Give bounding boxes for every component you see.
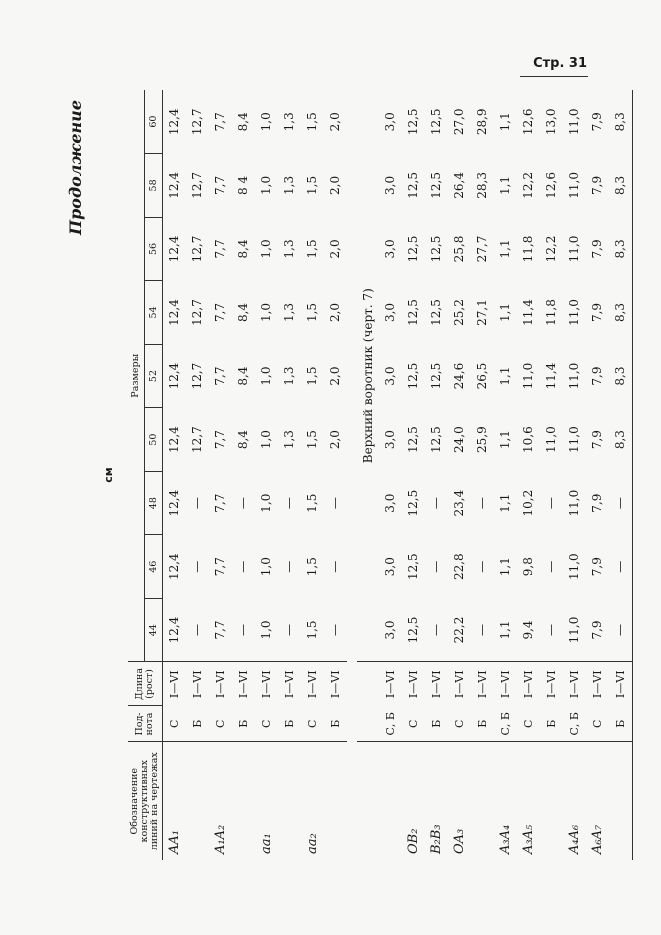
table-row (379, 90, 402, 860)
value-cell: 11,8 (521, 235, 536, 263)
row-designation: B₂B₃ (425, 742, 448, 860)
value-cell: 12,4 (167, 362, 182, 390)
value-cell: 3,0 (383, 112, 398, 132)
value-cell: 12,5 (429, 172, 444, 199)
header-size: 46 (145, 535, 163, 599)
row-length: I—VI (609, 662, 633, 706)
value-cell: 8,3 (609, 281, 633, 345)
unit-label: см (102, 467, 115, 483)
value-cell: 8,4 (236, 430, 251, 450)
value-cell: — (190, 497, 205, 510)
value-cell: 2,0 (328, 366, 343, 386)
value-cell: — (429, 623, 444, 636)
row-designation (232, 742, 255, 860)
value-cell: 1,3 (282, 430, 297, 450)
value-cell: 25,9 (475, 426, 490, 453)
value-cell: 1,5 (305, 175, 320, 195)
table-row (186, 90, 209, 860)
value-cell: 10,6 (521, 426, 536, 453)
value-cell: 7,7 (213, 239, 228, 259)
value-cell: 1,5 (305, 302, 320, 323)
table-row (255, 90, 278, 860)
value-cell: 7,7 (213, 430, 228, 450)
value-cell: 11,0 (567, 299, 582, 326)
value-cell: 12,5 (429, 426, 444, 453)
section-spacer (357, 742, 379, 860)
row-length: I—VI (186, 662, 209, 706)
row-designation (324, 742, 347, 860)
value-cell: 9,4 (521, 620, 536, 640)
value-cell: 7,7 (213, 175, 228, 195)
value-cell: 13,0 (544, 108, 559, 136)
row-length: I—VI (540, 662, 563, 706)
row-designation: OA₃ (448, 742, 471, 860)
value-cell: 11,0 (567, 235, 582, 263)
value-cell: 12,5 (429, 108, 444, 136)
row-length: I—VI (563, 662, 586, 706)
value-cell: — (282, 497, 297, 510)
row-length: I—VI (402, 662, 425, 706)
header-size: 60 (145, 90, 163, 154)
row-podnota: Б (190, 719, 204, 728)
value-cell: 3,0 (383, 430, 398, 450)
value-cell: 8,3 (609, 90, 633, 154)
table-row (232, 90, 255, 860)
row-podnota: С (305, 719, 319, 728)
row-podnota: С (213, 719, 227, 728)
value-cell: 7,9 (590, 430, 605, 450)
table-row (278, 90, 301, 860)
row-designation (609, 742, 633, 860)
value-cell: 2,0 (328, 112, 343, 132)
value-cell: 1,0 (259, 302, 274, 323)
value-cell: 12,4 (167, 553, 182, 581)
value-cell: 12,5 (429, 235, 444, 263)
section-title: Верхний воротник (черт. 7) (360, 288, 375, 464)
value-cell: 1,0 (259, 620, 274, 640)
value-cell: — (236, 560, 251, 573)
row-designation (379, 742, 402, 860)
value-cell: 2,0 (328, 175, 343, 195)
value-cell: 1,3 (282, 112, 297, 132)
value-cell: 7,7 (213, 302, 228, 323)
value-cell: 1,1 (498, 620, 513, 640)
row-podnota: С (521, 719, 535, 728)
value-cell: — (282, 623, 297, 636)
header-designation: Обозначение конструктивных линий на чертежах (128, 742, 162, 860)
value-cell: 1,0 (259, 493, 274, 513)
value-cell: 3,0 (383, 620, 398, 640)
row-podnota: С, Б (383, 712, 397, 736)
value-cell: 8,4 (236, 112, 251, 132)
value-cell: 3,0 (383, 175, 398, 195)
row-length: I—VI (494, 662, 517, 706)
value-cell: — (475, 560, 490, 573)
value-cell: 11,0 (567, 108, 582, 136)
header-size: 44 (145, 598, 163, 662)
gap-cell (347, 90, 357, 860)
value-cell: 12,4 (167, 489, 182, 517)
value-cell: 12,7 (190, 362, 205, 390)
row-length: I—VI (379, 662, 402, 706)
value-cell: 3,0 (383, 302, 398, 323)
header-sizes-group: Размеры (128, 90, 145, 662)
row-podnota: С (259, 719, 273, 728)
value-cell: 1,0 (259, 366, 274, 386)
value-cell: 2,0 (328, 430, 343, 450)
value-cell: 3,0 (383, 366, 398, 386)
value-cell: — (236, 623, 251, 636)
row-designation: aa₂ (301, 742, 324, 860)
value-cell: 10,2 (521, 489, 536, 517)
header-size: 50 (145, 408, 163, 472)
row-length: I—VI (471, 662, 494, 706)
row-podnota: Б (609, 706, 633, 742)
table-row (563, 90, 586, 860)
value-cell: 27,1 (475, 299, 490, 326)
value-cell: 1,5 (305, 620, 320, 640)
table-row (324, 90, 347, 860)
row-podnota: С (590, 719, 604, 728)
value-cell: 1,3 (282, 302, 297, 323)
table-row (162, 90, 186, 860)
value-cell: 27,7 (475, 235, 490, 263)
value-cell: 1,0 (259, 175, 274, 195)
value-cell: 11,0 (567, 426, 582, 453)
value-cell: 12,5 (406, 235, 421, 263)
header-size: 54 (145, 281, 163, 345)
value-cell: — (609, 598, 633, 662)
value-cell: — (544, 560, 559, 573)
value-cell: 11,0 (567, 489, 582, 517)
value-cell: — (544, 623, 559, 636)
header-podnota: Под-нота (128, 706, 162, 742)
value-cell: 1,5 (305, 112, 320, 132)
value-cell: 7,9 (590, 620, 605, 640)
row-length: I—VI (517, 662, 540, 706)
table-row (448, 90, 471, 860)
value-cell: 1,1 (498, 302, 513, 323)
value-cell: 7,7 (213, 112, 228, 132)
value-cell: 22,2 (452, 616, 467, 644)
value-cell: 1,1 (498, 112, 513, 132)
header-size: 48 (145, 471, 163, 535)
value-cell: 11,0 (567, 553, 582, 581)
value-cell: 12,6 (544, 172, 559, 199)
value-cell: 12,5 (406, 616, 421, 644)
row-podnota: С (452, 719, 466, 728)
value-cell: — (429, 560, 444, 573)
value-cell: — (475, 623, 490, 636)
value-cell: 12,2 (521, 172, 536, 199)
value-cell: — (609, 471, 633, 535)
value-cell: 12,7 (190, 299, 205, 326)
value-cell: 12,5 (429, 299, 444, 326)
row-length: I—VI (425, 662, 448, 706)
value-cell: 26,4 (452, 172, 467, 199)
value-cell: 11,8 (544, 299, 559, 326)
value-cell: 12,4 (167, 299, 182, 326)
row-designation: A₃A₅ (517, 742, 540, 860)
row-podnota: Б (475, 719, 489, 728)
row-length: I—VI (162, 662, 186, 706)
row-designation (278, 742, 301, 860)
value-cell: 1,1 (498, 557, 513, 577)
value-cell: 28,9 (475, 108, 490, 136)
value-cell: 11,0 (544, 426, 559, 453)
value-cell: 3,0 (383, 493, 398, 513)
value-cell: 1,3 (282, 366, 297, 386)
value-cell: 2,0 (328, 302, 343, 323)
value-cell: 12,5 (406, 362, 421, 390)
value-cell: 1,1 (498, 430, 513, 450)
value-cell: 8,4 (236, 239, 251, 259)
row-length: I—VI (209, 662, 232, 706)
value-cell: — (282, 560, 297, 573)
table-row (586, 90, 609, 860)
row-podnota: Б (544, 719, 558, 728)
value-cell: 24,0 (452, 426, 467, 453)
value-cell: 1,1 (498, 239, 513, 259)
row-designation: A₄A₆ (563, 742, 586, 860)
value-cell: 11,4 (521, 299, 536, 326)
value-cell: 12,4 (167, 108, 182, 136)
row-podnota: С, Б (567, 712, 581, 736)
value-cell: 12,5 (406, 426, 421, 453)
header-length: Длина (рост) (128, 662, 162, 706)
value-cell: 1,5 (305, 557, 320, 577)
value-cell: 7,9 (590, 239, 605, 259)
value-cell: — (429, 497, 444, 510)
value-cell: 1,1 (498, 493, 513, 513)
table-row (402, 90, 425, 860)
value-cell: 3,0 (383, 239, 398, 259)
value-cell: 1,3 (282, 175, 297, 195)
row-length: I—VI (255, 662, 278, 706)
value-cell: 7,9 (590, 493, 605, 513)
value-cell: 12,2 (544, 235, 559, 263)
row-length: I—VI (232, 662, 255, 706)
value-cell: 12,4 (167, 426, 182, 453)
value-cell: 27,0 (452, 108, 467, 136)
row-podnota: Б (282, 719, 296, 728)
row-designation: A₃A₄ (494, 742, 517, 860)
value-cell: — (190, 623, 205, 636)
table-row (301, 90, 324, 860)
table-row (494, 90, 517, 860)
value-cell: 1,0 (259, 430, 274, 450)
value-cell: 8,3 (609, 217, 633, 281)
value-cell: 12,7 (190, 108, 205, 136)
continuation-label: Продолжение (66, 100, 85, 236)
row-designation (186, 742, 209, 860)
value-cell: 1,1 (498, 366, 513, 386)
row-designation (540, 742, 563, 860)
value-cell: 24,6 (452, 362, 467, 390)
value-cell: 12,5 (406, 172, 421, 199)
value-cell: 23,4 (452, 489, 467, 517)
table-row (471, 90, 494, 860)
value-cell: 7,7 (213, 557, 228, 577)
row-designation: AA₁ (162, 742, 186, 860)
page-number: Стр. 31 (533, 56, 587, 71)
value-cell: 25,2 (452, 299, 467, 326)
value-cell: — (544, 497, 559, 510)
value-cell: — (328, 497, 343, 510)
value-cell: 1,0 (259, 239, 274, 259)
table-row (609, 90, 633, 860)
value-cell: 1,5 (305, 366, 320, 386)
value-cell: — (328, 623, 343, 636)
value-cell: 11,0 (521, 362, 536, 390)
row-podnota: С (406, 719, 420, 728)
row-length: I—VI (448, 662, 471, 706)
value-cell: 1,3 (282, 239, 297, 259)
value-cell: 1,0 (259, 557, 274, 577)
value-cell: 1,5 (305, 239, 320, 259)
header-size: 56 (145, 217, 163, 281)
value-cell: 7,7 (213, 620, 228, 640)
value-cell: 12,4 (167, 235, 182, 263)
section-row (357, 90, 379, 860)
row-podnota: С (167, 719, 181, 728)
value-cell: 11,0 (567, 172, 582, 199)
value-cell: 8,3 (609, 344, 633, 408)
value-cell: 8 4 (236, 175, 251, 195)
value-cell: 8,4 (236, 302, 251, 323)
value-cell: — (236, 497, 251, 510)
value-cell: 12,5 (406, 108, 421, 136)
value-cell: 7,9 (590, 557, 605, 577)
value-cell: 7,9 (590, 175, 605, 195)
value-cell: 2,0 (328, 239, 343, 259)
value-cell: 12,7 (190, 172, 205, 199)
value-cell: 1,5 (305, 493, 320, 513)
value-cell: 9,8 (521, 557, 536, 577)
value-cell: 22,8 (452, 553, 467, 581)
value-cell: — (609, 535, 633, 599)
value-cell: 8,4 (236, 366, 251, 386)
value-cell: 8,3 (609, 408, 633, 472)
value-cell: 11,4 (544, 362, 559, 390)
row-length: I—VI (278, 662, 301, 706)
row-designation: OB₂ (402, 742, 425, 860)
row-length: I—VI (301, 662, 324, 706)
value-cell: 7,9 (590, 112, 605, 132)
row-podnota: С, Б (498, 712, 512, 736)
table-row (517, 90, 540, 860)
value-cell: 12,5 (406, 489, 421, 517)
value-cell: 12,7 (190, 426, 205, 453)
row-podnota: Б (236, 719, 250, 728)
value-cell: 12,4 (167, 172, 182, 199)
value-cell: 3,0 (383, 557, 398, 577)
page-number-rule (520, 76, 588, 77)
row-podnota: Б (429, 719, 443, 728)
row-gap (347, 90, 357, 860)
header-size: 58 (145, 154, 163, 218)
section-spacer (357, 706, 379, 742)
row-designation (471, 742, 494, 860)
value-cell: 11,0 (567, 616, 582, 644)
value-cell: 26,5 (475, 362, 490, 390)
table-row (425, 90, 448, 860)
value-cell: 7,9 (590, 302, 605, 323)
value-cell: 12,5 (429, 362, 444, 390)
value-cell: 7,7 (213, 366, 228, 386)
value-cell: 12,5 (406, 553, 421, 581)
value-cell: 7,9 (590, 366, 605, 386)
value-cell: 12,5 (406, 299, 421, 326)
value-cell: 25,8 (452, 235, 467, 263)
value-cell: 12,6 (521, 108, 536, 136)
value-cell: 8,3 (609, 154, 633, 218)
value-cell: 1,0 (259, 112, 274, 132)
header-size: 52 (145, 344, 163, 408)
value-cell: 1,1 (498, 175, 513, 195)
row-length: I—VI (324, 662, 347, 706)
sizes-table (128, 90, 633, 860)
value-cell: 7,7 (213, 493, 228, 513)
value-cell: 11,0 (567, 362, 582, 390)
table-body (162, 90, 632, 860)
value-cell: 12,4 (167, 616, 182, 644)
value-cell: 12,7 (190, 235, 205, 263)
table-row (540, 90, 563, 860)
table-row (209, 90, 232, 860)
value-cell: 28,3 (475, 172, 490, 199)
row-designation: aa₁ (255, 742, 278, 860)
row-podnota: Б (328, 719, 342, 728)
section-spacer (357, 662, 379, 706)
row-designation: A₁A₂ (209, 742, 232, 860)
value-cell: 1,5 (305, 430, 320, 450)
value-cell: — (190, 560, 205, 573)
value-cell: — (475, 497, 490, 510)
rotated-table-block (66, 90, 628, 860)
row-designation: A₆A₇ (586, 742, 609, 860)
value-cell: — (328, 560, 343, 573)
row-length: I—VI (586, 662, 609, 706)
